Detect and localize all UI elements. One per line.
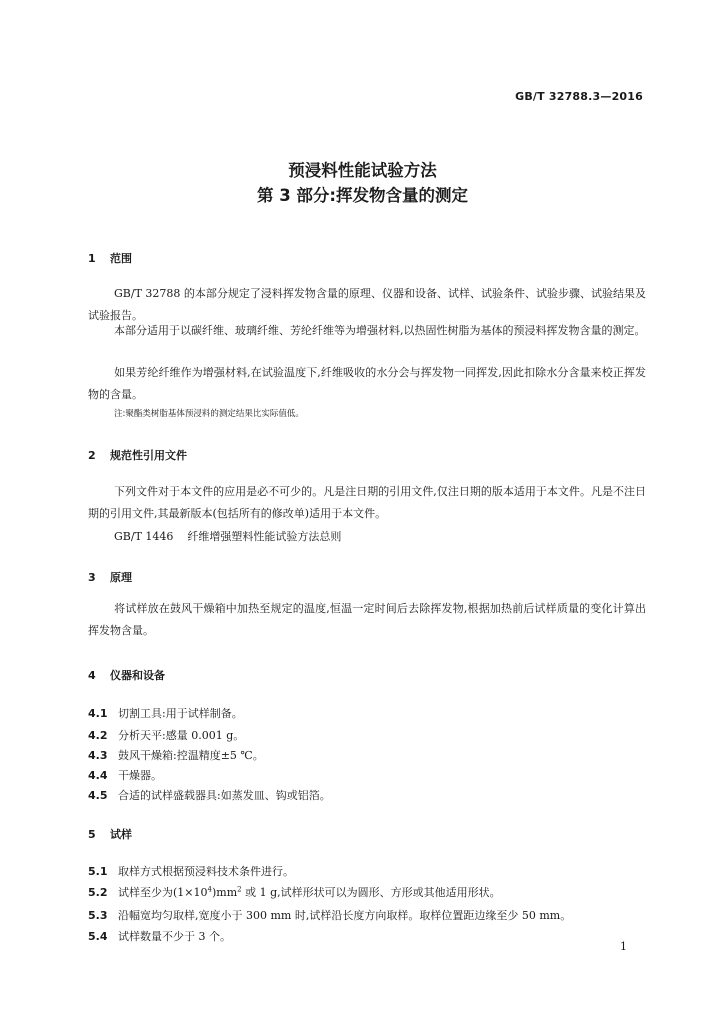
list-item bbox=[88, 727, 244, 743]
section-heading-scope bbox=[88, 250, 132, 266]
list-item bbox=[88, 884, 501, 900]
paragraph-text: 将试样放在鼓风干燥箱中加热至规定的温度,恒温一定时间后去除挥发物,根据加热前后试样质量的变化计算出挥发物含量。 bbox=[88, 602, 646, 637]
section-number: 4 bbox=[88, 669, 96, 682]
section-title: 原理 bbox=[110, 571, 132, 584]
item-number: 4.2 bbox=[88, 729, 108, 742]
item-number: 5.4 bbox=[88, 930, 108, 943]
paragraph-text: GB/T 32788 的本部分规定了浸料挥发物含量的原理、仪器和设备、试样、试验条件、试验步骤、试验结果及试验报告。 bbox=[88, 287, 646, 322]
item-text: 合适的试样盛载器具:如蒸发皿、钩或铝箔。 bbox=[118, 789, 331, 802]
item-number: 4.5 bbox=[88, 789, 108, 802]
list-item bbox=[88, 907, 571, 923]
document-title: 预浸料性能试验方法 bbox=[288, 161, 437, 180]
item-number: 4.1 bbox=[88, 707, 108, 720]
standard-number: GB/T 32788.3—2016 bbox=[515, 90, 643, 103]
item-text: 试样至少为$(1\times 10^4)mm^2$ 或 1 g,试样形状可以为圆形、方形或其他适用形状。 bbox=[118, 885, 501, 899]
reference-entry bbox=[114, 528, 341, 544]
list-item bbox=[88, 747, 264, 763]
section-title: 规范性引用文件 bbox=[110, 449, 187, 462]
item-number: 4.3 bbox=[88, 749, 108, 762]
item-text: 试样数量不少于 3 个。 bbox=[118, 930, 231, 943]
paragraph bbox=[88, 362, 646, 406]
note: 注:聚酯类树脂基体预浸料的测定结果比实际值低。 bbox=[114, 409, 304, 419]
item-text: 干燥器。 bbox=[118, 769, 162, 782]
section-heading-normative-references bbox=[88, 447, 187, 463]
section-heading-apparatus bbox=[88, 667, 165, 683]
paragraph bbox=[88, 320, 646, 342]
item-number: 5.2 bbox=[88, 886, 108, 899]
list-item bbox=[88, 863, 294, 879]
item-number: 4.4 bbox=[88, 769, 108, 782]
section-number: 3 bbox=[88, 571, 96, 584]
section-number: 2 bbox=[88, 449, 96, 462]
item-number: 5.3 bbox=[88, 909, 108, 922]
item-text: 切割工具:用于试样制备。 bbox=[118, 707, 243, 720]
list-item bbox=[88, 928, 231, 944]
paragraph-text: 如果芳纶纤维作为增强材料,在试验温度下,纤维吸收的水分会与挥发物一同挥发,因此扣除水分含量来校正挥发物的含量。 bbox=[88, 366, 646, 401]
paragraph-text: 本部分适用于以碳纤维、玻璃纤维、芳纶纤维等为增强材料,以热固性树脂为基体的预浸料挥发物含量的测定。 bbox=[114, 324, 646, 337]
section-number: 1 bbox=[88, 252, 96, 265]
section-title: 仪器和设备 bbox=[110, 669, 165, 682]
item-text: 鼓风干燥箱:控温精度±5 ℃。 bbox=[118, 749, 264, 762]
document-subtitle: 第 3 部分:挥发物含量的测定 bbox=[256, 186, 469, 205]
page-number: 1 bbox=[620, 940, 627, 953]
list-item bbox=[88, 787, 331, 803]
paragraph bbox=[88, 481, 646, 525]
item-number: 5.1 bbox=[88, 865, 108, 878]
reference-title: 纤维增强塑料性能试验方法总则 bbox=[187, 530, 342, 543]
section-title: 试样 bbox=[110, 828, 132, 841]
paragraph bbox=[88, 598, 646, 642]
section-title: 范围 bbox=[110, 252, 132, 265]
reference-code: GB/T 1446 bbox=[114, 530, 174, 543]
section-number: 5 bbox=[88, 828, 96, 841]
list-item bbox=[88, 705, 243, 721]
list-item bbox=[88, 767, 162, 783]
section-heading-principle bbox=[88, 569, 132, 585]
item-text: 沿幅宽均匀取样,宽度小于 300 mm 时,试样沿长度方向取样。取样位置距边缘至少 50 mm。 bbox=[118, 909, 572, 922]
section-heading-specimens bbox=[88, 826, 132, 842]
item-text: 取样方式根据预浸料技术条件进行。 bbox=[118, 865, 294, 878]
item-text: 分析天平:感量 0.001 g。 bbox=[118, 729, 245, 742]
paragraph-text: 下列文件对于本文件的应用是必不可少的。凡是注日期的引用文件,仅注日期的版本适用于本文件。凡是不注日期的引用文件,其最新版本(包括所有的修改单)适用于本文件。 bbox=[88, 485, 646, 520]
